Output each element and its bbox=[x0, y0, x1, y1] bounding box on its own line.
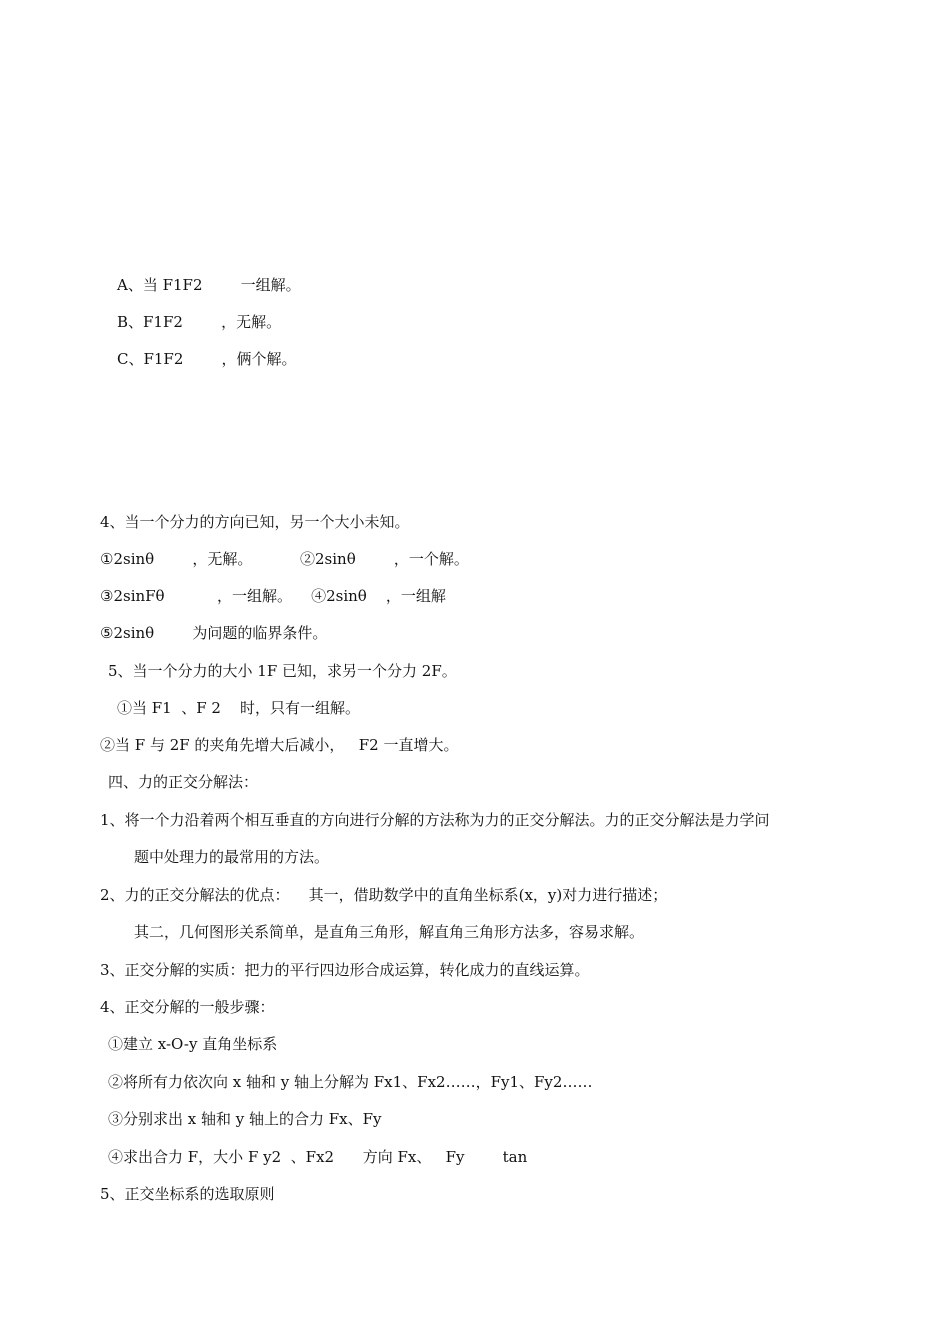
option-c-text: C、F1F2 ，俩个解。 bbox=[117, 350, 297, 368]
section-4-heading: 4、当一个分力的方向已知，另一个大小未知。 bbox=[100, 513, 410, 531]
sub-case-2-text: ②当 F 与 2F 的夹角先增大后减小， F2 一直增大。 bbox=[100, 736, 459, 754]
step-3-text: ③分别求出 x 轴和 y 轴上的合力 Fx、Fy bbox=[108, 1110, 382, 1128]
case-3-4-text: ③2sinFθ ，一组解。 ④2sinθ ，一组解 bbox=[100, 587, 446, 605]
point-5-heading: 5、正交坐标系的选取原则 bbox=[100, 1185, 275, 1203]
step-2-text: ②将所有力依次向 x 轴和 y 轴上分解为 Fx1、Fx2……，Fy1、Fy2…… bbox=[108, 1073, 593, 1091]
sub-case-1-text: ①当 F1 、F 2 时，只有一组解。 bbox=[117, 699, 361, 717]
point-4-heading: 4、正交分解的一般步骤： bbox=[100, 998, 275, 1016]
section-5-heading: 5、当一个分力的大小 1F 已知，求另一个分力 2F。 bbox=[108, 662, 457, 680]
step-4-text: ④求出合力 F，大小 F y2 、Fx2 方向 Fx、 Fy tan bbox=[108, 1148, 528, 1166]
case-1-2-text: ①2sinθ ，无解。 ②2sinθ ，一个解。 bbox=[100, 550, 469, 568]
option-a-text: A、当 F1F2 一组解。 bbox=[117, 276, 301, 294]
point-1-continued: 题中处理力的最常用的方法。 bbox=[134, 848, 330, 866]
part-4-heading: 四、力的正交分解法： bbox=[108, 773, 259, 791]
point-3-text: 3、正交分解的实质：把力的平行四边形合成运算，转化成力的直线运算。 bbox=[100, 961, 590, 979]
step-1-text: ①建立 x-O-y 直角坐标系 bbox=[108, 1035, 278, 1053]
point-2-continued: 其二，几何图形关系简单，是直角三角形，解直角三角形方法多，容易求解。 bbox=[134, 923, 645, 941]
point-2-text: 2、力的正交分解法的优点： 其一，借助数学中的直角坐标系(x，y)对力进行描述； bbox=[100, 886, 668, 904]
option-b-text: B、F1F2 ，无解。 bbox=[117, 313, 282, 331]
point-1-text: 1、将一个力沿着两个相互垂直的方向进行分解的方法称为力的正交分解法。力的正交分解法是力学问 bbox=[100, 811, 770, 829]
case-5-text: ⑤2sinθ 为问题的临界条件。 bbox=[100, 624, 328, 642]
